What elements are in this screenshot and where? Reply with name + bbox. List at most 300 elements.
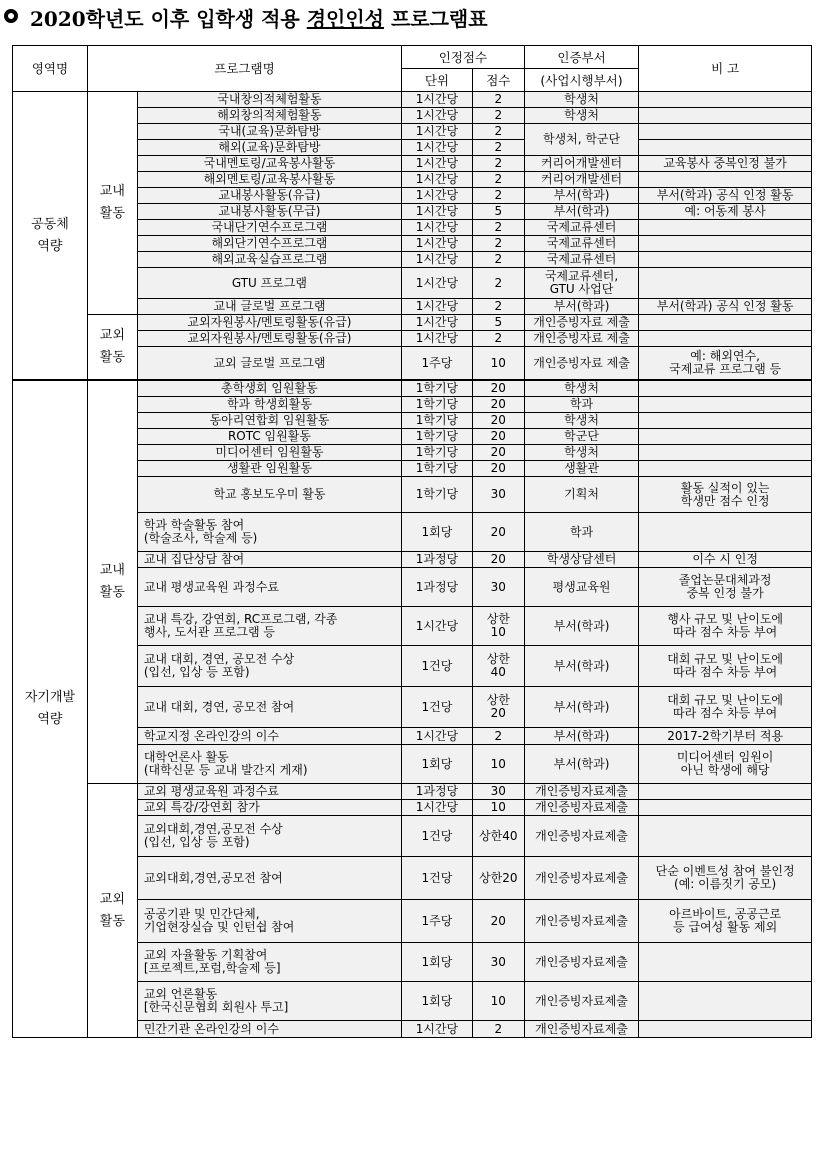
note-cell bbox=[639, 380, 812, 397]
score-cell-text: 20 bbox=[490, 445, 506, 459]
note-cell-text: 졸업논문대체과정 bbox=[678, 573, 772, 587]
note-cell bbox=[639, 784, 812, 800]
dept-cell bbox=[524, 413, 638, 429]
score-cell-text: 상한 bbox=[486, 693, 510, 707]
unit-cell-text: 1과정당 bbox=[415, 579, 459, 594]
dept-cell-text: 부서(학과) bbox=[553, 299, 610, 313]
score-cell-text: 상한 bbox=[486, 612, 510, 626]
unit-cell-text: 1시간당 bbox=[415, 618, 459, 633]
dept-cell-text: 부서(학과) bbox=[553, 699, 610, 714]
program-name-text: 교외자원봉사/멘토링활동(유급) bbox=[187, 331, 352, 345]
unit-cell bbox=[402, 857, 473, 900]
dept-cell bbox=[524, 816, 638, 857]
note-cell bbox=[639, 429, 812, 445]
dept-cell bbox=[524, 900, 638, 943]
unit-cell bbox=[402, 513, 473, 552]
dept-cell-text: 부서(학과) bbox=[553, 756, 610, 771]
note-cell bbox=[639, 220, 812, 236]
score-cell-text: 5 bbox=[494, 315, 503, 329]
program-name bbox=[137, 900, 401, 943]
unit-cell bbox=[402, 140, 473, 156]
program-name bbox=[137, 687, 401, 728]
note-cell bbox=[639, 568, 812, 607]
program-name bbox=[137, 413, 401, 429]
program-name bbox=[137, 108, 401, 124]
program-name bbox=[137, 140, 401, 156]
unit-cell-text: 1학기당 bbox=[415, 397, 459, 411]
program-name-text: 학과 학생회활동 bbox=[226, 397, 312, 411]
note-cell bbox=[639, 687, 812, 728]
note-cell-text: 2017-2학기부터 적용 bbox=[667, 728, 784, 743]
unit-cell bbox=[402, 728, 473, 745]
score-cell bbox=[472, 816, 524, 857]
program-name bbox=[137, 982, 401, 1021]
score-cell bbox=[472, 982, 524, 1021]
score-cell-text: 20 bbox=[490, 397, 506, 411]
score-cell-text: 20 bbox=[490, 913, 506, 928]
score-cell bbox=[472, 900, 524, 943]
program-name-text: 기업현장실습 및 인턴쉽 참여 bbox=[143, 920, 295, 934]
score-cell-text: 20 bbox=[490, 706, 506, 720]
unit-cell-text: 1시간당 bbox=[415, 220, 459, 234]
program-name-text: 교외 특강/강연회 참가 bbox=[143, 800, 260, 814]
unit-cell-text: 1과정당 bbox=[415, 784, 459, 798]
subarea-cell-text: 교내 bbox=[99, 563, 125, 578]
header-note: 비 고 bbox=[639, 46, 812, 92]
program-name bbox=[137, 315, 401, 331]
dept-cell-text: 개인증빙자료제출 bbox=[535, 800, 628, 814]
unit-cell bbox=[402, 568, 473, 607]
dept-cell-text: 부서(학과) bbox=[553, 658, 610, 673]
unit-cell bbox=[402, 124, 473, 140]
note-cell bbox=[639, 552, 812, 568]
header-program: 프로그램명 bbox=[87, 46, 401, 92]
note-cell-text: 대회 규모 및 난이도에 bbox=[667, 652, 784, 666]
program-name-text: 교외 언론활동 bbox=[143, 987, 218, 1001]
note-cell bbox=[639, 1021, 812, 1038]
subarea-cell bbox=[87, 784, 137, 1038]
note-cell-text: 등 급여성 활동 제외 bbox=[673, 920, 778, 934]
note-cell-text: 아르바이트, 공공근로 bbox=[669, 907, 782, 921]
dept-cell-text: 학생처 bbox=[564, 92, 599, 106]
unit-cell-text: 1건당 bbox=[421, 699, 453, 714]
program-name-text: 교외대회,경연,공모전 수상 bbox=[143, 822, 283, 836]
score-cell bbox=[472, 380, 524, 397]
note-cell bbox=[639, 413, 812, 429]
unit-cell bbox=[402, 900, 473, 943]
dept-cell-text: 개인증빙자료제출 bbox=[535, 1021, 628, 1036]
program-name-text: 교내 대회, 경연, 공모전 참여 bbox=[143, 699, 295, 714]
program-name-text: 생활관 임원활동 bbox=[226, 461, 312, 475]
unit-cell-text: 1시간당 bbox=[415, 108, 459, 122]
note-cell bbox=[639, 188, 812, 204]
unit-cell bbox=[402, 784, 473, 800]
note-cell-text: 이수 시 인정 bbox=[692, 552, 758, 566]
program-name bbox=[137, 188, 401, 204]
header-dept-sub: (사업시행부서) bbox=[524, 69, 638, 92]
program-name bbox=[137, 220, 401, 236]
dept-cell-text: 학생처 bbox=[564, 445, 599, 459]
program-name bbox=[137, 728, 401, 745]
unit-cell bbox=[402, 413, 473, 429]
unit-cell bbox=[402, 397, 473, 413]
dept-cell bbox=[524, 646, 638, 687]
dept-cell bbox=[524, 204, 638, 220]
note-cell-text: 예: 해외연수, bbox=[690, 349, 760, 363]
note-cell-text: 예: 어동제 봉사 bbox=[684, 204, 766, 218]
score-cell bbox=[472, 92, 524, 108]
unit-cell bbox=[402, 108, 473, 124]
program-name bbox=[137, 857, 401, 900]
note-cell bbox=[639, 140, 812, 156]
note-cell-text: 행사 규모 및 난이도에 bbox=[667, 612, 784, 626]
note-cell-text: 대회 규모 및 난이도에 bbox=[667, 693, 784, 707]
dept-cell bbox=[524, 477, 638, 513]
note-cell bbox=[639, 252, 812, 268]
program-name bbox=[137, 477, 401, 513]
unit-cell-text: 1학기당 bbox=[415, 461, 459, 475]
note-cell bbox=[639, 108, 812, 124]
dept-cell-text: 개인증빙자료제출 bbox=[535, 954, 628, 969]
program-name bbox=[137, 429, 401, 445]
note-cell bbox=[639, 607, 812, 646]
score-cell bbox=[472, 413, 524, 429]
program-name-text: 총학생회 임원활동 bbox=[221, 381, 318, 395]
program-name bbox=[137, 252, 401, 268]
dept-cell-text: 개인증빙자료제출 bbox=[535, 993, 628, 1008]
header-dept: 인증부서 bbox=[524, 46, 638, 69]
score-cell-text: 5 bbox=[494, 204, 503, 218]
program-name bbox=[137, 347, 401, 381]
program-name bbox=[137, 268, 401, 299]
dept-cell bbox=[524, 220, 638, 236]
score-cell bbox=[472, 252, 524, 268]
note-cell bbox=[639, 728, 812, 745]
dept-cell-text: 국제교류센터, bbox=[544, 269, 619, 283]
note-cell bbox=[639, 331, 812, 347]
program-name bbox=[137, 156, 401, 172]
score-cell bbox=[472, 857, 524, 900]
table-row bbox=[13, 784, 812, 800]
unit-cell-text: 1시간당 bbox=[415, 140, 459, 154]
unit-cell-text: 1시간당 bbox=[415, 204, 459, 218]
unit-cell-text: 1회당 bbox=[421, 954, 453, 969]
program-name-text: 행사, 도서관 프로그램 등 bbox=[143, 625, 275, 639]
dept-cell-text: 학군단 bbox=[564, 429, 599, 443]
score-cell-text: 2 bbox=[494, 92, 503, 106]
program-name-text: 미디어센터 임원활동 bbox=[215, 445, 324, 459]
program-name-text: 교내봉사활동(유급) bbox=[218, 188, 321, 202]
program-name-text: 교외 글로벌 프로그램 bbox=[213, 355, 326, 370]
unit-cell bbox=[402, 236, 473, 252]
note-cell-text: 국제교류 프로그램 등 bbox=[669, 362, 782, 376]
program-name-text: 교외 평생교육원 과정수료 bbox=[143, 784, 279, 798]
unit-cell-text: 1학기당 bbox=[415, 381, 459, 395]
program-name-text: 공공기관 및 민간단체, bbox=[143, 907, 260, 921]
circle-bullet-icon bbox=[4, 9, 18, 23]
dept-cell-text: 학생처 bbox=[564, 413, 599, 427]
program-name bbox=[137, 784, 401, 800]
program-name bbox=[137, 816, 401, 857]
unit-cell bbox=[402, 331, 473, 347]
score-cell bbox=[472, 728, 524, 745]
score-cell bbox=[472, 236, 524, 252]
score-cell-text: 2 bbox=[494, 275, 503, 290]
program-name-text: 교내 글로벌 프로그램 bbox=[213, 299, 326, 313]
program-name-text: 대학언론사 활동 bbox=[143, 750, 229, 764]
unit-cell bbox=[402, 461, 473, 477]
program-name-text: [한국신문협회 회원사 투고] bbox=[143, 1000, 289, 1014]
score-cell bbox=[472, 108, 524, 124]
score-cell-text: 2 bbox=[494, 124, 503, 138]
dept-cell bbox=[524, 380, 638, 397]
note-cell-text: 부서(학과) 공식 인정 활동 bbox=[656, 299, 794, 313]
note-cell bbox=[639, 172, 812, 188]
program-name-text: GTU 프로그램 bbox=[231, 275, 308, 290]
program-name-text: 교내 특강, 강연회, RC프로그램, 각종 bbox=[143, 612, 338, 626]
program-name-text: 해외창의적체험활동 bbox=[217, 108, 322, 122]
dept-cell-text: 평생교육원 bbox=[552, 579, 611, 594]
note-cell bbox=[639, 461, 812, 477]
dept-cell bbox=[524, 445, 638, 461]
note-cell bbox=[639, 646, 812, 687]
score-cell bbox=[472, 800, 524, 816]
unit-cell-text: 1회당 bbox=[421, 524, 453, 539]
unit-cell bbox=[402, 816, 473, 857]
unit-cell-text: 1시간당 bbox=[415, 331, 459, 345]
unit-cell bbox=[402, 380, 473, 397]
table-body bbox=[13, 92, 812, 1038]
subarea-cell-text: 교외 bbox=[99, 891, 125, 907]
dept-cell bbox=[524, 982, 638, 1021]
score-cell-text: 2 bbox=[494, 236, 503, 250]
title-highlight: 경인인성 bbox=[306, 7, 384, 31]
unit-cell-text: 1학기당 bbox=[415, 445, 459, 459]
unit-cell bbox=[402, 92, 473, 108]
subarea-cell-text: 활동 bbox=[99, 913, 125, 929]
program-name bbox=[137, 513, 401, 552]
dept-cell-text: 개인증빙자료 제출 bbox=[533, 315, 630, 329]
unit-cell-text: 1학기당 bbox=[415, 487, 459, 501]
unit-cell bbox=[402, 252, 473, 268]
unit-cell-text: 1과정당 bbox=[415, 552, 459, 566]
score-cell bbox=[472, 461, 524, 477]
program-name bbox=[137, 124, 401, 140]
dept-cell-text: 부서(학과) bbox=[553, 618, 610, 633]
area-cell bbox=[13, 92, 88, 381]
note-cell bbox=[639, 347, 812, 381]
score-cell bbox=[472, 140, 524, 156]
note-cell-text: 미디어센터 임원이 bbox=[676, 750, 774, 764]
dept-cell-text: 학생처 bbox=[564, 108, 599, 122]
unit-cell bbox=[402, 477, 473, 513]
score-cell-text: 10 bbox=[490, 993, 506, 1008]
score-cell bbox=[472, 188, 524, 204]
program-table bbox=[12, 45, 812, 1038]
score-cell bbox=[472, 607, 524, 646]
unit-cell bbox=[402, 800, 473, 816]
dept-cell bbox=[524, 92, 638, 108]
score-cell bbox=[472, 477, 524, 513]
dept-cell bbox=[524, 252, 638, 268]
unit-cell-text: 1주당 bbox=[421, 355, 453, 370]
area-cell-text: 역량 bbox=[37, 238, 63, 254]
program-name bbox=[137, 204, 401, 220]
score-cell-text: 2 bbox=[494, 140, 503, 154]
program-name-text: 교내 평생교육원 과정수료 bbox=[143, 579, 279, 594]
note-cell-text: 따라 점수 차등 부여 bbox=[673, 625, 778, 639]
subarea-cell-text: 활동 bbox=[99, 585, 125, 600]
note-cell-text: (예: 이름짓기 공모) bbox=[674, 877, 777, 891]
program-name-text: 교외 자율활동 기획참여 bbox=[143, 948, 268, 962]
score-cell-text: 2 bbox=[494, 188, 503, 202]
unit-cell bbox=[402, 204, 473, 220]
dept-cell bbox=[524, 299, 638, 315]
dept-cell bbox=[524, 347, 638, 381]
unit-cell bbox=[402, 552, 473, 568]
note-cell bbox=[639, 92, 812, 108]
dept-cell bbox=[524, 687, 638, 728]
dept-cell-text: 학생처 bbox=[564, 381, 599, 395]
unit-cell bbox=[402, 607, 473, 646]
dept-cell-text: 개인증빙자료제출 bbox=[535, 913, 628, 928]
score-cell-text: 2 bbox=[494, 1021, 503, 1036]
score-cell bbox=[472, 568, 524, 607]
score-cell bbox=[472, 552, 524, 568]
dept-cell-text: 개인증빙자료 제출 bbox=[533, 355, 630, 370]
area-cell-text: 자기개발 bbox=[24, 690, 76, 705]
unit-cell bbox=[402, 745, 473, 784]
score-cell bbox=[472, 331, 524, 347]
score-cell bbox=[472, 1021, 524, 1038]
unit-cell-text: 1시간당 bbox=[415, 275, 459, 290]
dept-cell bbox=[524, 156, 638, 172]
score-cell-text: 2 bbox=[494, 728, 503, 743]
dept-cell bbox=[524, 607, 638, 646]
area-cell-text: 공동체 bbox=[31, 216, 69, 232]
score-cell bbox=[472, 204, 524, 220]
score-cell bbox=[472, 172, 524, 188]
score-cell bbox=[472, 397, 524, 413]
note-cell-text: 따라 점수 차등 부여 bbox=[673, 706, 778, 720]
score-cell bbox=[472, 124, 524, 140]
dept-cell bbox=[524, 397, 638, 413]
score-cell-text: 30 bbox=[490, 579, 506, 594]
program-name bbox=[137, 461, 401, 477]
note-cell bbox=[639, 445, 812, 461]
score-cell-text: 2 bbox=[494, 331, 503, 345]
program-name bbox=[137, 1021, 401, 1038]
unit-cell bbox=[402, 646, 473, 687]
program-name-text: 학교지정 온라인강의 이수 bbox=[143, 728, 279, 743]
table-row bbox=[13, 92, 812, 108]
unit-cell-text: 1건당 bbox=[421, 828, 453, 843]
unit-cell-text: 1시간당 bbox=[415, 236, 459, 250]
note-cell bbox=[639, 124, 812, 140]
score-cell-text: 상한40 bbox=[479, 828, 518, 843]
unit-cell bbox=[402, 445, 473, 461]
subarea-cell-text: 교내 bbox=[99, 184, 125, 199]
unit-cell-text: 1학기당 bbox=[415, 413, 459, 427]
score-cell-text: 20 bbox=[490, 461, 506, 475]
dept-cell-text: 부서(학과) bbox=[553, 728, 610, 743]
dept-cell-text: 커리어개발센터 bbox=[540, 172, 623, 186]
unit-cell-text: 1건당 bbox=[421, 658, 453, 673]
unit-cell bbox=[402, 315, 473, 331]
score-cell-text: 10 bbox=[490, 625, 506, 639]
unit-cell-text: 1시간당 bbox=[415, 92, 459, 106]
unit-cell bbox=[402, 347, 473, 381]
unit-cell bbox=[402, 429, 473, 445]
program-name bbox=[137, 236, 401, 252]
unit-cell-text: 1회당 bbox=[421, 993, 453, 1008]
program-name-text: 해외멘토링/교육봉사활동 bbox=[203, 172, 336, 186]
dept-cell-text: 생활관 bbox=[564, 461, 599, 475]
program-name bbox=[137, 397, 401, 413]
dept-cell bbox=[524, 268, 638, 299]
subarea-cell-text: 활동 bbox=[99, 206, 125, 221]
program-name-text: (대학신문 등 교내 발간지 게재) bbox=[143, 763, 308, 777]
score-cell-text: 10 bbox=[490, 800, 506, 814]
program-name bbox=[137, 380, 401, 397]
dept-cell bbox=[524, 800, 638, 816]
dept-cell bbox=[524, 568, 638, 607]
note-cell bbox=[639, 204, 812, 220]
unit-cell bbox=[402, 268, 473, 299]
dept-cell-text: 국제교류센터 bbox=[546, 220, 617, 234]
note-cell bbox=[639, 299, 812, 315]
header-unit: 단위 bbox=[402, 69, 473, 92]
program-name-text: 교내 집단상담 참여 bbox=[143, 552, 245, 566]
title-suffix: 프로그램표 bbox=[384, 7, 488, 31]
note-cell-text: 중복 인정 불가 bbox=[686, 586, 764, 600]
title-text bbox=[30, 3, 488, 32]
program-name-text: 교외대회,경연,공모전 참여 bbox=[143, 870, 283, 885]
dept-cell-text: 국제교류센터 bbox=[546, 236, 617, 250]
program-name-text: (입선, 입상 등 포함) bbox=[143, 665, 250, 679]
score-cell bbox=[472, 784, 524, 800]
dept-cell-text: 학생처, 학군단 bbox=[542, 132, 621, 146]
unit-cell-text: 1시간당 bbox=[415, 188, 459, 202]
dept-cell bbox=[524, 236, 638, 252]
note-cell bbox=[639, 816, 812, 857]
dept-cell-text: 국제교류센터 bbox=[546, 252, 617, 266]
dept-cell bbox=[524, 108, 638, 124]
dept-cell bbox=[524, 331, 638, 347]
score-cell bbox=[472, 347, 524, 381]
dept-cell bbox=[524, 513, 638, 552]
unit-cell-text: 1주당 bbox=[421, 913, 453, 928]
header-points: 인정점수 bbox=[402, 46, 525, 69]
unit-cell-text: 1시간당 bbox=[415, 156, 459, 170]
header-area: 영역명 bbox=[13, 46, 88, 92]
program-name-text: 해외단기연수프로그램 bbox=[211, 236, 328, 250]
note-cell-text: 교육봉사 중복인정 불가 bbox=[663, 156, 787, 170]
note-cell-text: 활동 실적이 있는 bbox=[680, 480, 770, 495]
unit-cell bbox=[402, 172, 473, 188]
program-name bbox=[137, 299, 401, 315]
note-cell bbox=[639, 745, 812, 784]
dept-cell bbox=[524, 552, 638, 568]
unit-cell-text: 1시간당 bbox=[415, 299, 459, 313]
score-cell bbox=[472, 299, 524, 315]
note-cell bbox=[639, 477, 812, 513]
note-cell bbox=[639, 513, 812, 552]
program-name bbox=[137, 172, 401, 188]
program-name-text: 민간기관 온라인강의 이수 bbox=[143, 1021, 279, 1036]
unit-cell-text: 1시간당 bbox=[415, 1021, 459, 1036]
score-cell bbox=[472, 268, 524, 299]
